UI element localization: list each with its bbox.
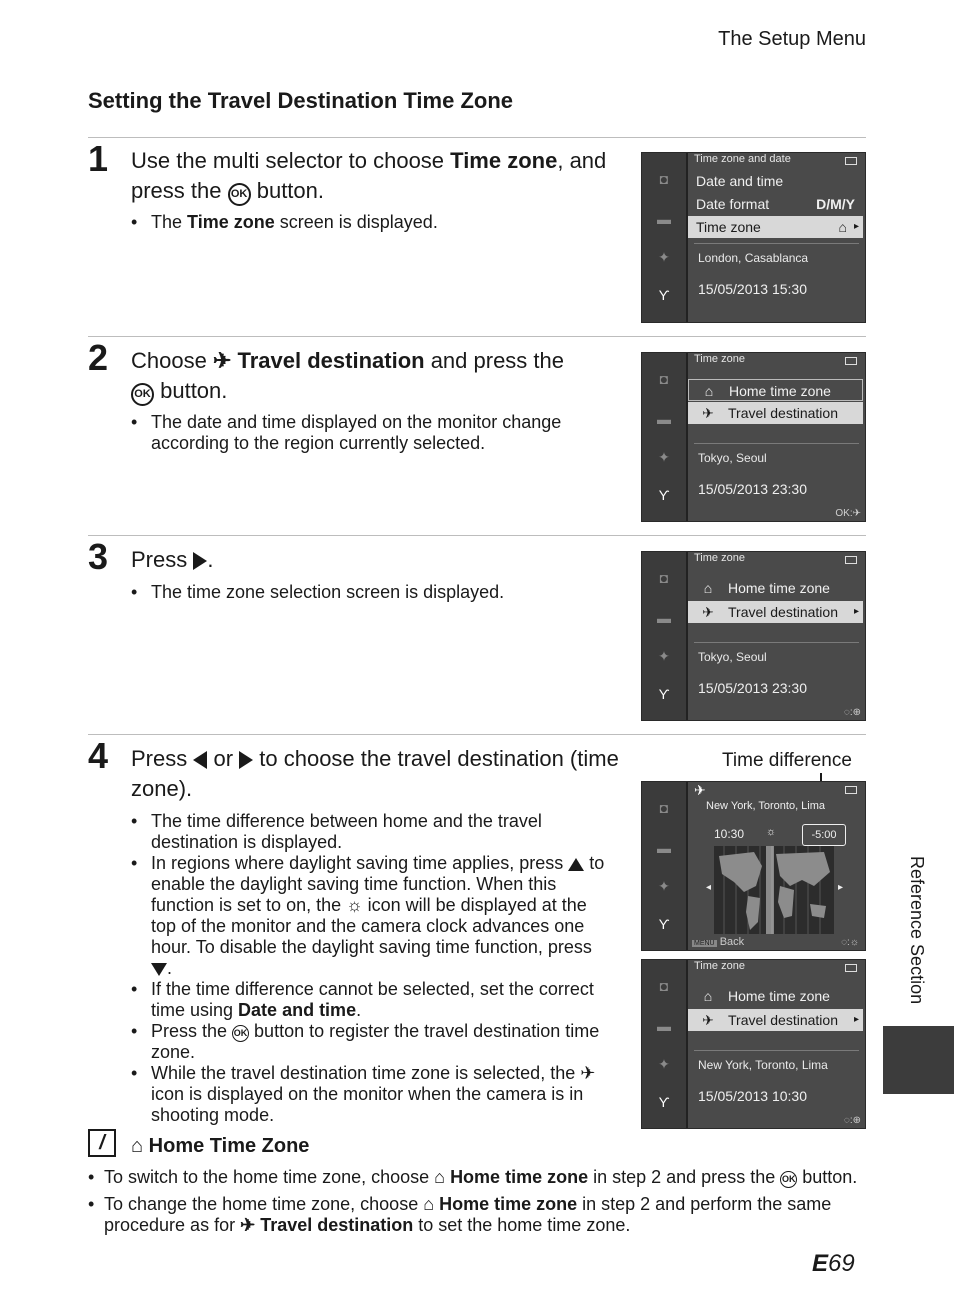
camera-icon: ◘ <box>659 371 669 387</box>
wrench-icon: ϒ <box>658 686 670 702</box>
movie-icon: ▬ <box>657 840 671 856</box>
camera-icon: ◘ <box>659 171 669 187</box>
screen-place: Tokyo, Seoul <box>698 650 767 664</box>
list-item: • If the time difference cannot be selected, set the correct time using Date and time. <box>131 979 609 1021</box>
movie-icon: ▬ <box>657 411 671 427</box>
step-1-title: Use the multi selector to choose Time zone, and press the OK button. <box>131 146 621 206</box>
list-item: • The date and time displayed on the monitor change according to the region currently selected. <box>131 412 609 454</box>
satellite-icon: ✦ <box>658 249 670 265</box>
satellite-icon: ✦ <box>658 648 670 664</box>
date-format-value: D/M/Y <box>816 196 855 212</box>
movie-icon: ▬ <box>657 610 671 626</box>
camera-icon: ◘ <box>659 800 669 816</box>
screen-datetime: 15/05/2013 23:30 <box>698 481 807 497</box>
note-title: ⌂ Home Time Zone <box>131 1135 310 1157</box>
list-item: • The time zone selection screen is displayed. <box>131 582 609 603</box>
daylight-saving-icon: ☼ <box>346 895 363 915</box>
camera-screen-time-zone <box>641 959 866 1129</box>
battery-icon <box>845 964 857 972</box>
screen-place: New York, Toronto, Lima <box>698 1058 828 1072</box>
battery-icon <box>845 357 857 365</box>
step-divider <box>88 137 866 138</box>
screen-divider <box>694 642 859 643</box>
step-number: 2 <box>88 337 109 378</box>
menu-item-travel-destination: ✈ Travel destination ▸ <box>688 1009 863 1031</box>
world-map <box>714 846 834 934</box>
screen-title: Time zone <box>694 960 745 972</box>
movie-icon: ▬ <box>657 211 671 227</box>
menu-item-home-time-zone: ⌂ Home time zone <box>688 379 863 401</box>
screen-hint: ◌:⊕ <box>843 707 861 718</box>
screen-place: Tokyo, Seoul <box>698 451 767 465</box>
down-arrow-icon <box>151 963 167 976</box>
camera-icon: ◘ <box>659 978 669 994</box>
step-1-bullets <box>131 212 609 233</box>
wrench-icon: ϒ <box>658 916 670 932</box>
airplane-icon: ✈ <box>694 782 706 798</box>
wrench-icon: ϒ <box>658 487 670 503</box>
menu-item-travel-destination: ✈ Travel destination ▸ <box>688 601 863 623</box>
section-tab <box>883 1026 954 1094</box>
home-icon: ⌂ <box>704 383 714 399</box>
right-arrow-icon <box>239 751 253 769</box>
home-icon: ⌂ <box>434 1167 446 1187</box>
battery-icon <box>845 786 857 794</box>
step-2-bullets <box>131 412 609 454</box>
home-icon: ⌂ <box>423 1194 435 1214</box>
airplane-icon: ✈ <box>702 405 714 421</box>
step-4-title: Press or to choose the travel destination (time zone). <box>131 746 619 801</box>
ok-button-icon: OK <box>131 383 154 406</box>
screen-sidebar <box>642 353 688 521</box>
list-item: • In regions where daylight saving time applies, press to enable the daylight saving time function. When this function is set to on, the ☼ icon will be displayed at the top of the monitor and the camera clock advances one hour. To disable the daylight saving time function, press . <box>131 853 609 979</box>
home-icon: ⌂ <box>703 988 713 1004</box>
airplane-outline-icon: ✈ <box>580 1063 596 1083</box>
satellite-icon: ✦ <box>658 1056 670 1072</box>
step-divider <box>88 535 866 536</box>
satellite-icon: ✦ <box>658 449 670 465</box>
side-section-label: Reference Section <box>907 856 927 1005</box>
left-arrow-icon <box>193 751 207 769</box>
step-divider <box>88 336 866 337</box>
daylight-saving-icon: ☼ <box>766 826 777 838</box>
time-difference-callout: Time difference <box>722 750 852 771</box>
ok-button-icon: OK <box>780 1171 797 1188</box>
menu-item-date-and-time: Date and time <box>696 173 784 189</box>
menu-item-travel-destination: ✈ Travel destination <box>688 402 863 424</box>
step-2-title: Choose ✈ Travel destination and press the OK button. <box>131 346 621 406</box>
section-title: Setting the Travel Destination Time Zone <box>88 88 514 113</box>
step-number: 3 <box>88 536 109 577</box>
camera-screen-time-zone <box>641 551 866 721</box>
screen-hint: ◌:⊕ <box>843 1115 861 1126</box>
menu-item-time-zone: Time zone ⌂ ▸ <box>688 216 863 238</box>
airplane-icon: ✈ <box>240 1215 256 1235</box>
airplane-icon: ✈ <box>212 348 232 373</box>
movie-icon: ▬ <box>657 1018 671 1034</box>
note-pencil-icon: / <box>88 1129 116 1157</box>
step-number: 1 <box>88 138 109 179</box>
map-place: New York, Toronto, Lima <box>706 800 826 812</box>
step-3-title: Press . <box>131 547 214 572</box>
menu-item-home-time-zone: ⌂ Home time zone <box>688 577 863 599</box>
screen-title: Time zone <box>694 353 745 365</box>
screen-divider <box>694 243 859 244</box>
list-item: • The time difference between home and the travel destination is displayed. <box>131 811 609 853</box>
screen-sidebar <box>642 960 688 1128</box>
screen-hint: OK:✈ <box>835 508 861 519</box>
home-icon: ⌂ <box>131 1135 144 1157</box>
up-arrow-icon <box>568 858 584 871</box>
screen-datetime: 15/05/2013 10:30 <box>698 1088 807 1104</box>
right-arrow-icon <box>193 552 207 570</box>
list-item: • To change the home time zone, choose ⌂ Home time zone in step 2 and perform the same procedure as for ✈ Travel destination to set the home time zone. <box>88 1194 888 1236</box>
list-item: • To switch to the home time zone, choose ⌂ Home time zone in step 2 and press the OK button. <box>88 1167 888 1188</box>
wrench-icon: ϒ <box>658 1094 670 1110</box>
map-time: 10:30 <box>714 827 745 841</box>
ok-button-icon: OK <box>232 1025 249 1042</box>
satellite-icon: ✦ <box>658 878 670 894</box>
list-item: • While the travel destination time zone is selected, the ✈ icon is displayed on the monitor when the camera is in shooting mode. <box>131 1063 609 1126</box>
page-number: E69 <box>812 1250 855 1277</box>
battery-icon <box>845 556 857 564</box>
chevron-right-icon: ▸ <box>853 221 859 232</box>
list-item: • The Time zone screen is displayed. <box>131 212 609 233</box>
chevron-right-icon: ▸ <box>853 606 859 617</box>
screen-sidebar <box>642 552 688 720</box>
screen-place: London, Casablanca <box>698 251 809 265</box>
camera-screen-time-zone-map <box>641 781 866 951</box>
wrench-icon: ϒ <box>658 287 670 303</box>
camera-screen-time-zone-and-date <box>641 152 866 323</box>
ok-button-icon: OK <box>228 183 251 206</box>
step-3-bullets <box>131 582 609 603</box>
daylight-hint: ◌:☼ <box>841 937 859 948</box>
screen-datetime: 15/05/2013 23:30 <box>698 680 807 696</box>
screen-title: Time zone <box>694 552 745 564</box>
camera-icon: ◘ <box>659 570 669 586</box>
step-number: 4 <box>88 735 109 776</box>
screen-divider <box>694 1050 859 1051</box>
screen-divider <box>694 443 859 444</box>
airplane-icon: ✈ <box>702 604 714 620</box>
screen-title: Time zone and date <box>694 153 791 165</box>
camera-screen-time-zone <box>641 352 866 522</box>
screen-sidebar <box>642 153 688 322</box>
note-bullets <box>88 1167 888 1242</box>
battery-icon <box>845 157 857 165</box>
home-icon: ⌂ <box>703 580 713 596</box>
map-left-arrow-icon: ◂ <box>706 882 712 893</box>
home-icon: ⌂ <box>838 219 847 235</box>
back-hint: MENU Back <box>694 936 745 948</box>
airplane-icon: ✈ <box>702 1012 714 1028</box>
step-divider <box>88 734 866 735</box>
list-item: • Press the OK button to register the travel destination time zone. <box>131 1021 609 1063</box>
time-difference-value: -5:00 <box>802 824 846 846</box>
running-header: The Setup Menu <box>718 28 866 50</box>
chevron-right-icon: ▸ <box>853 1014 859 1025</box>
step-4-bullets <box>131 811 609 1126</box>
map-right-arrow-icon: ▸ <box>838 882 844 893</box>
screen-datetime: 15/05/2013 15:30 <box>698 281 807 297</box>
menu-item-home-time-zone: ⌂ Home time zone <box>688 985 863 1007</box>
menu-item-date-format: Date format D/M/Y <box>688 193 863 215</box>
screen-sidebar <box>642 782 688 950</box>
